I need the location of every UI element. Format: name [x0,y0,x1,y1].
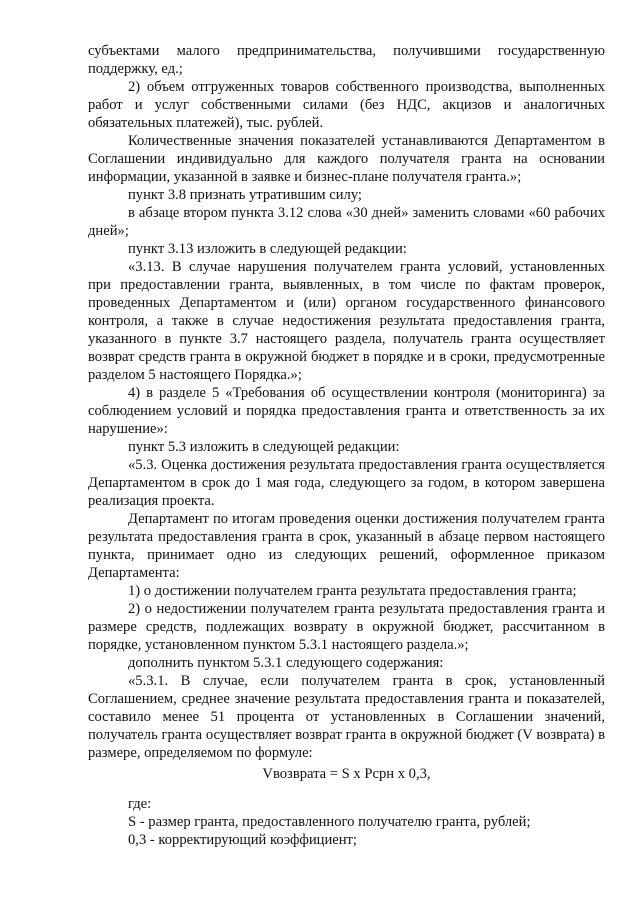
paragraph-18: S - размер гранта, предоставленного получателю гранта, рублей; [128,814,531,830]
document-page [88,42,605,849]
paragraph-13: 2) о недостижении получателем гранта результата предоставления гранта и размере средств, подлежащих возврату в окружной бюджет, рассчитанном в порядке, установленном пунктом 5.3.1 настоящего раздела.»; [88,601,605,653]
paragraph-5: в абзаце втором пункта 3.12 слова «30 дней» заменить словами «60 рабочих дней»; [88,205,605,239]
paragraph-12: 1) о достижении получателем гранта результата предоставления гранта; [128,583,577,599]
paragraph-1: субъектами малого предпринимательства, получившими государственную поддержку, ед.; [88,43,605,77]
paragraph-6: пункт 3.13 изложить в следующей редакции: [128,241,407,257]
paragraph-7: «3.13. В случае нарушения получателем гранта условий, установленных при предоставлении гранта, выявленных, в том числе по фактам проверок, проведенных Департаментом и (или) органом государственного финансового контроля, а также в случае недостижения результата предоставления гранта, указанного в пункте 3.7 настоящего раздела, получатель гранта осуществляет возврат средств гранта в окружной бюджет в порядке и в сроки, предусмотренные разделом 5 настоящего Порядка.»; [88,259,605,383]
paragraph-11: Департамент по итогам проведения оценки достижения получателем гранта результата предоставления гранта в срок, указанный в абзаце первом настоящего пункта, принимает одно из следующих решений, оформленное приказом Департамента: [88,511,605,581]
paragraph-3: Количественные значения показателей устанавливаются Департаментом в Соглашении индивидуально для каждого получателя гранта на основании информации, указанной в заявке и бизнес-плане получателя гранта.»; [88,133,605,185]
paragraph-4: пункт 3.8 признать утратившим силу; [128,187,362,203]
paragraph-8: 4) в разделе 5 «Требования об осуществлении контроля (мониторинга) за соблюдением условий и порядка предоставления гранта и ответственность за их нарушение»: [88,385,605,437]
paragraph-14: дополнить пунктом 5.3.1 следующего содержания: [128,655,444,671]
paragraph-10: «5.3. Оценка достижения результата предоставления гранта осуществляется Департаментом в срок до 1 мая года, следующего за годом, в котором завершена реализация проекта. [88,457,605,509]
paragraph-15: «5.3.1. В случае, если получателем гранта в срок, установленный Соглашением, среднее значение результата предоставления гранта и показателей, составило менее 51 процента от установленных в Соглашении значений, получатель гранта осуществляет возврат гранта в окружной бюджет (V возврата) в размере, определяемом по формуле: [88,673,605,761]
formula: Vвозврата = S x Pсрн x 0,3, [262,766,431,782]
paragraph-19: 0,3 - корректирующий коэффициент; [128,832,357,848]
paragraph-9: пункт 5.3 изложить в следующей редакции: [128,439,400,455]
paragraph-17: где: [128,796,152,812]
paragraph-2: 2) объем отгруженных товаров собственного производства, выполненных работ и услуг собственными силами (без НДС, акцизов и аналогичных обязательных платежей), тыс. рублей. [88,79,605,131]
